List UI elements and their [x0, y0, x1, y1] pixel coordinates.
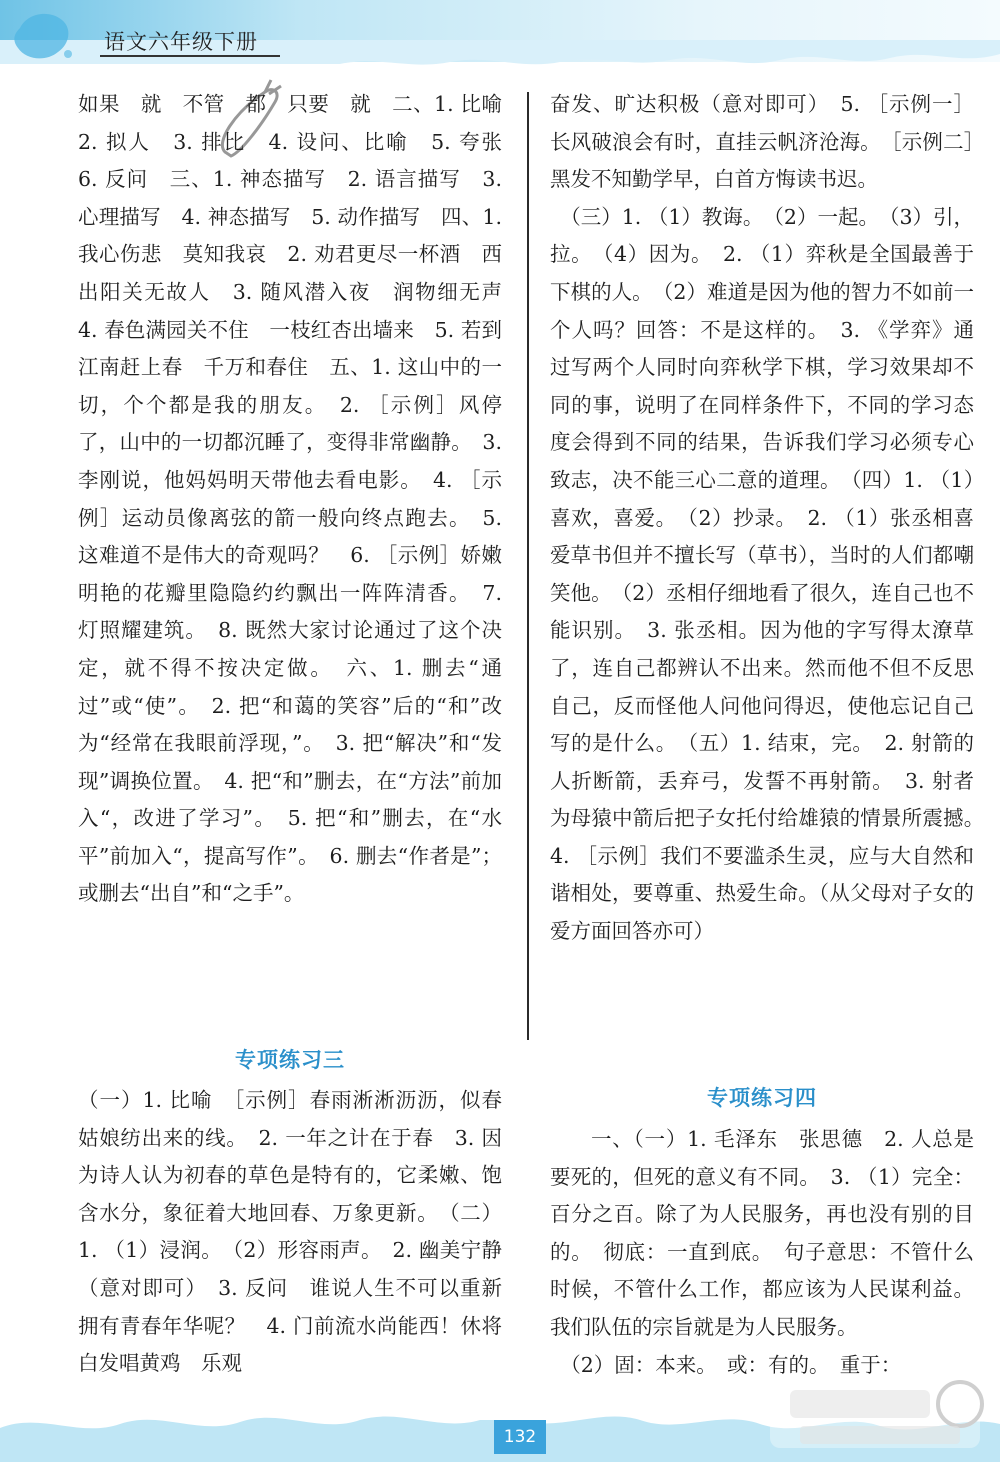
page-header-title: 语文六年级下册 [104, 30, 258, 54]
section-title-practice-3: 专项练习三 [235, 1048, 345, 1072]
answer-paragraph: 如果 就 不管 都 只要 就 二、1. 比喻 2. 拟人 3. 排比 4. 设问、比喻 5. 夸张 6. 反问 三、1. 神态描写 2. 语言描写 3. 心理描写 4. 神态描写 5. 动作描写 四、1. 我心伤悲 莫知我哀 2. 劝君更尽一杯酒 西出阳关无故人 3. 随风潜入夜 润物细无声 4. 春色满园关不住 一枝红杏出墙来 5. 若到江南赶上春 千万和春住 五、1. 这山中的一切，个个都是我的朋友。 2. ［示例］风停了，山中的一切都沉睡了，变得非常幽静。 3. 李刚说，他妈妈明天带他去看电影。 4. ［示例］运动员像离弦的箭一般向终点跑去。 5. 这难道不是伟大的奇观吗？ 6. ［示例］娇嫩明艳的花瓣里隐隐约约飘出一阵阵清香。 7. 灯照耀建筑。 8. 既然大家讨论通过了这个决定，就不得不按决定做。 六、1. 删去“通过”或“使”。 2. 把“和蔼的笑容”后的“和”改为“经常在我眼前浮现，”。 3. 把“解决”和“发现”调换位置。 4. 把“和”删去，在“方法”前加入“，改进了学习”。 5. 把“和”删去，在“水平”前加入“，提高写作”。 6. 删去“作者是”；或删去“出自”和“之手”。 [78, 92, 523, 906]
watercolor-splash-icon [10, 8, 80, 68]
site-watermark-logo [760, 1368, 990, 1458]
page-number-badge: 132 [494, 1420, 546, 1454]
answer-paragraph: （三）1. （1）教诲。 （2）一起。 （3）引，拉。 （4）因为。 2. （1）弈秋是全国最善于下棋的人。 （2）难道是因为他的智力不如前一个人吗？回答：不是这样的。 3. 《学弈》通过写两个人同时向弈秋学下棋，学习效果却不同的事，说明了在同样条件下，不同的学习态度会得到不同的结果，告诉我们学习必须专心致志，决不能三心二意的道理。 （四）1. （1）喜欢，喜爱。 （2）抄录。 2. （1）张丞相喜爱草书但并不擅长写（草书），当时的人们都嘲笑他。 （2）丞相仔细地看了很久，连自己也不能识别。 3. 张丞相。因为他的字写得太潦草了，连自己都辨认不出来。然而他不但不反思自己，反而怪他人问他问得迟，使他忘记自己写的是什么。 （五）1. 结束，完。 2. 射箭的人折断箭，丢弃弓，发誓不再射箭。 3. 射者为母猿中箭后把子女托付给雄猿的情景所震撼。 4. ［示例］我们不要滥杀生灵，应与大自然和谐相处，要尊重、热爱生命。（从父母对子女的爱方面回答亦可） [550, 204, 995, 944]
answer-paragraph: （一）1. 比喻 ［示例］春雨淅淅沥沥，似春姑娘纺出来的线。 2. 一年之计在于春 3. 因为诗人认为初春的草色是特有的，它柔嫩、饱含水分，象征着大地回春、万象更新。 （二）1. （1）浸润。 （2）形容雨声。 2. 幽美宁静（意对即可） 3. 反问 谁说人生不可以重新拥有青春年华呢？ 4. 门前流水尚能西！休将白发唱黄鸡 乐观 [78, 1088, 502, 1376]
header-underline [100, 55, 280, 57]
right-section-body [550, 1121, 974, 1384]
left-text-column [78, 86, 523, 913]
answer-paragraph: 一、（一）1. 毛泽东 张思德 2. 人总是要死的，但死的意义有不同。 3. （1）完全：百分之百。除了为人民服务，再也没有别的目的。 彻底：一直到底。 句子意思：不管什么时候，不管什么工作，都应该为人民谋利益。我们队伍的宗旨就是为人民服务。 [550, 1127, 974, 1339]
answer-paragraph: （2）固：本来。 或：有的。 重于： [560, 1352, 902, 1377]
answer-paragraph: 奋发、旷达积极（意对即可） 5. ［示例一］长风破浪会有时，直挂云帆济沧海。 ［示例二］黑发不知勤学早，白首方悔读书迟。 [550, 92, 974, 192]
right-text-column [550, 86, 995, 951]
left-section-body [78, 1082, 502, 1383]
column-divider [527, 92, 529, 1040]
section-title-practice-4: 专项练习四 [707, 1086, 817, 1110]
